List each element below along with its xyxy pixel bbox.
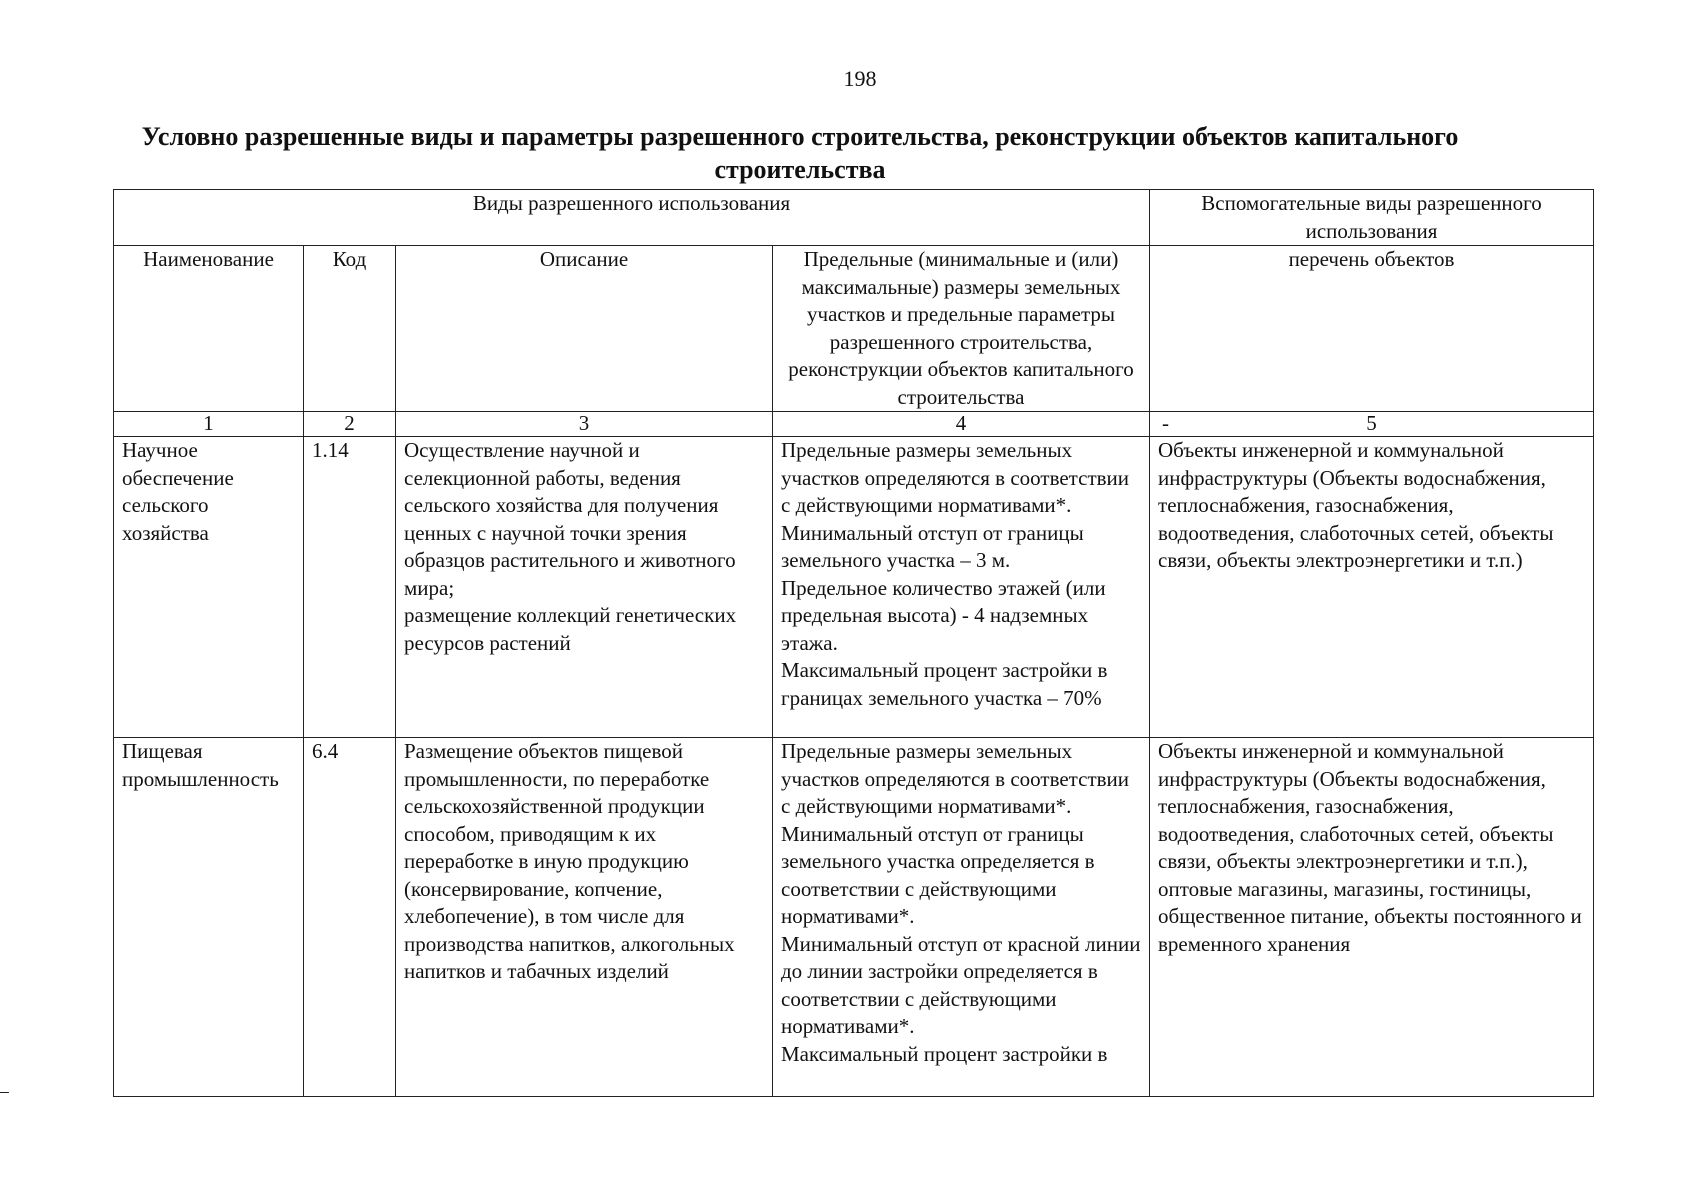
col-number-1: 1 (114, 412, 304, 437)
col-number-5: 5 (1366, 411, 1377, 435)
col-number-5-cell (1150, 412, 1594, 437)
col-header-description: Описание (396, 246, 773, 412)
row-name: Научное обеспечение сельского хозяйства (114, 437, 304, 738)
col-number-3: 3 (396, 412, 773, 437)
row-code: 6.4 (304, 738, 396, 1097)
group-header-aux: Вспомогательные виды разрешенного использования (1150, 190, 1594, 246)
col-header-name: Наименование (114, 246, 304, 412)
row-aux-objects: Объекты инженерной и коммунальной инфраструктуры (Объекты водоснабжения, теплоснабжения, газоснабжения, водоотведения, слаботочных сетей, объекты связи, объекты электроэнергетики и т.п.) (1150, 437, 1594, 738)
margin-mark (0, 1092, 9, 1093)
col-header-objects: перечень объектов (1150, 246, 1594, 412)
row-code: 1.14 (304, 437, 396, 738)
row-parameters: Предельные размеры земельных участков определяются в соответствии с действующими нормативами*. Минимальный отступ от границы земельного участка определяется в соответствии с действующими нормативами*. Минимальный отступ от красной линии до линии застройки определяется в соответствии с действующими нормативами*. Максимальный процент застройки в (773, 738, 1150, 1097)
row-parameters: Предельные размеры земельных участков определяются в соответствии с действующими нормативами*. Минимальный отступ от границы земельного участка – 3 м. Предельное количество этажей (или предельная высота) - 4 надземных этажа. Максимальный процент застройки в границах земельного участка – 70% (773, 437, 1150, 738)
document-title: Условно разрешенные виды и параметры разрешенного строительства, реконструкции объектов капитального строительства (141, 122, 1459, 184)
table-row (114, 738, 1594, 1097)
column-number-row (114, 412, 1594, 437)
row-name: Пищевая промышленность (114, 738, 304, 1097)
col-header-code: Код (304, 246, 396, 412)
column-header-row (114, 246, 1594, 412)
table-row (114, 437, 1594, 738)
row-description: Осуществление научной и селекционной работы, ведения сельского хозяйства для получения ценных с научной точки зрения образцов растительного и животного мира; размещение коллекций генетических ресурсов растений (396, 437, 773, 738)
col-number-4: 4 (773, 412, 1150, 437)
page-number: 198 (843, 66, 877, 91)
group-header-main: Виды разрешенного использования (114, 190, 1150, 246)
row-description: Размещение объектов пищевой промышленности, по переработке сельскохозяйственной продукции способом, приводящим к их переработке в иную продукцию (консервирование, копчение, хлебопечение), в том числе для производства напитков, алкогольных напитков и табачных изделий (396, 738, 773, 1097)
col-number-2: 2 (304, 412, 396, 437)
group-header-row (114, 190, 1594, 246)
col-header-parameters: Предельные (минимальные и (или) максимальные) размеры земельных участков и предельные параметры разрешенного строительства, реконструкции объектов капитального строительства (773, 246, 1150, 412)
row-aux-objects: Объекты инженерной и коммунальной инфраструктуры (Объекты водоснабжения, теплоснабжения, газоснабжения, водоотведения, слаботочных сетей, объекты связи, объекты электроэнергетики и т.п.), оптовые магазины, магазины, гостиницы, общественное питание, объекты постоянного и временного хранения (1150, 738, 1594, 1097)
permitted-use-table (113, 189, 1594, 1097)
col-number-5-dash: - (1162, 411, 1170, 435)
